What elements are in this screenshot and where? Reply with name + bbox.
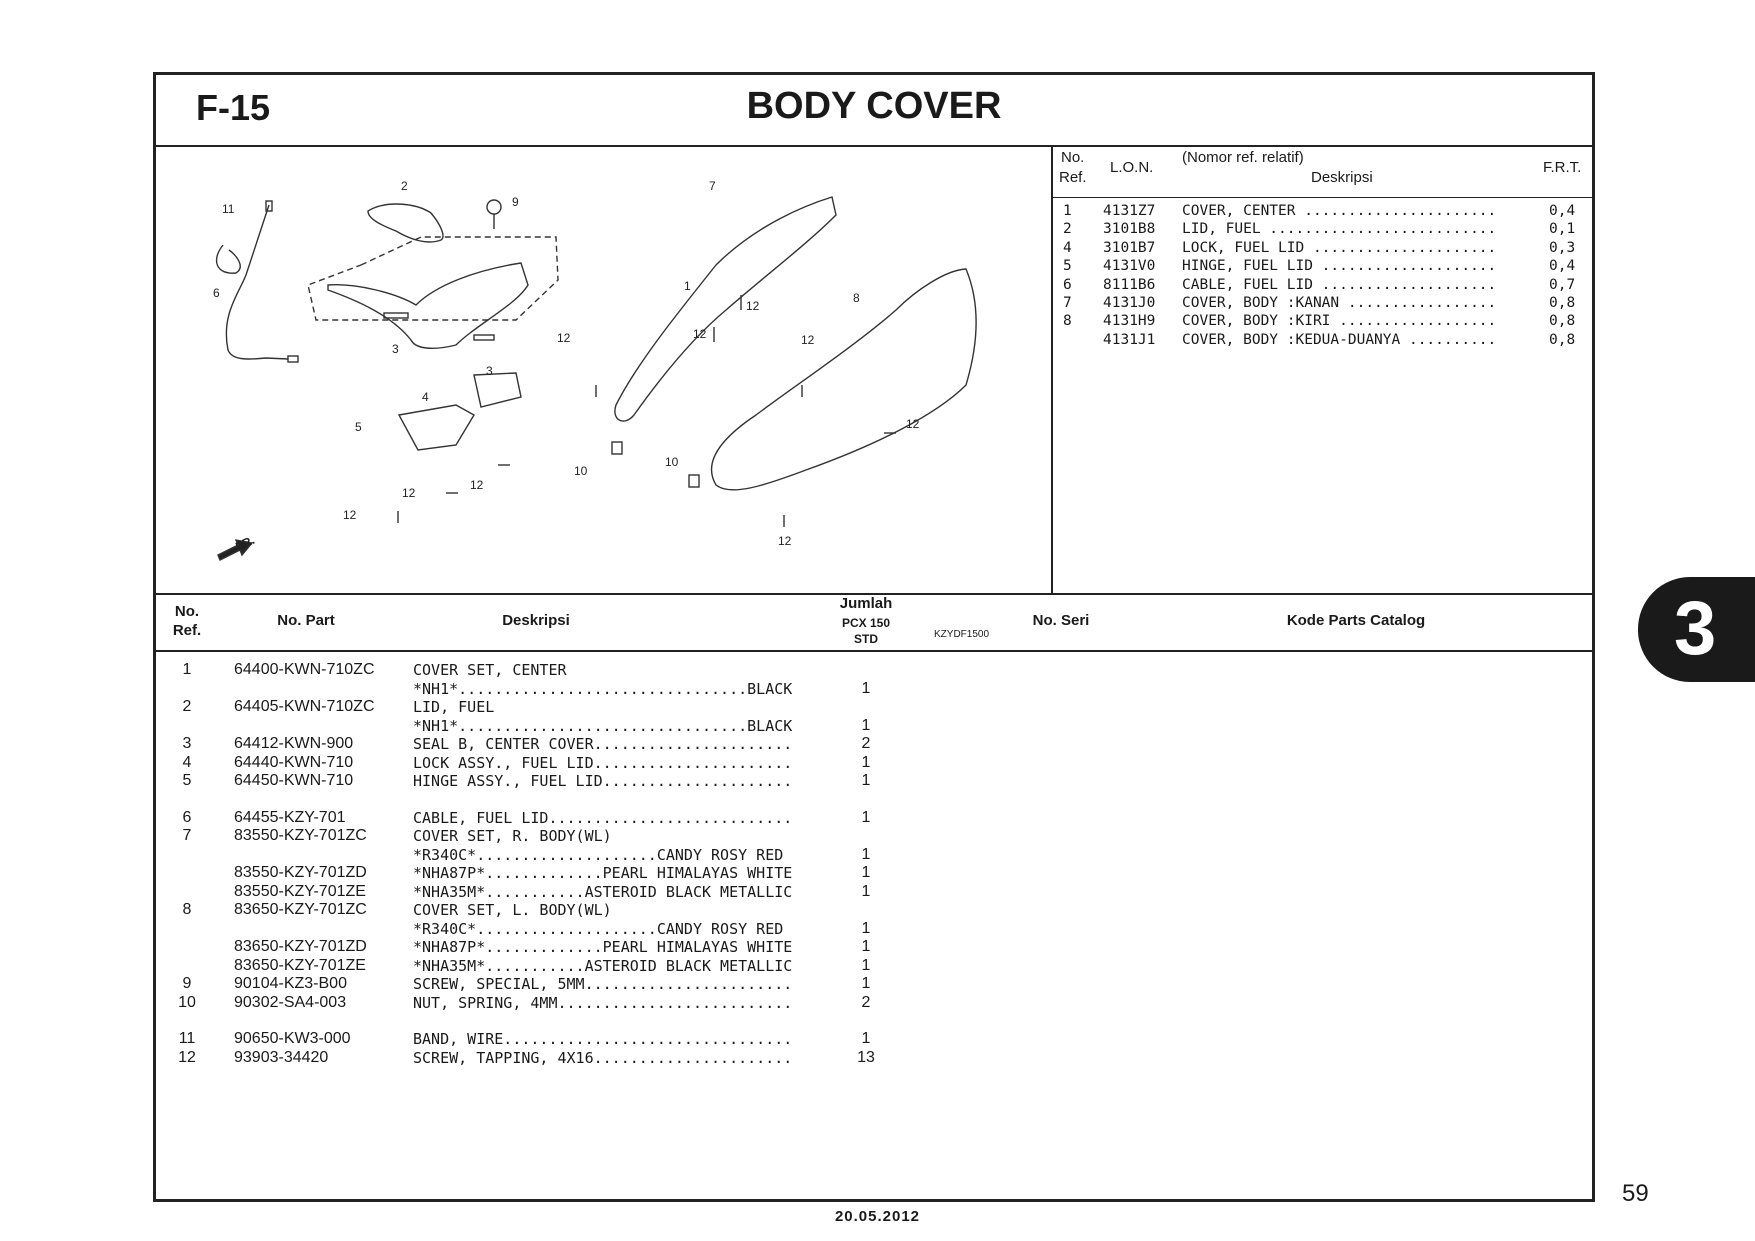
parts-part: 64400-KWN-710ZC (234, 661, 375, 678)
svg-text:6: 6 (213, 286, 220, 300)
parts-row (156, 772, 1592, 791)
svg-text:12: 12 (778, 534, 792, 548)
parts-part: 64440-KWN-710 (234, 753, 354, 771)
parts-desc: HINGE ASSY., FUEL LID..................... (413, 772, 793, 790)
parts-desc: SCREW, SPECIAL, 5MM....................... (413, 975, 793, 993)
svg-text:11: 11 (222, 202, 235, 216)
chapter-tab (1638, 577, 1755, 682)
svg-text:3: 3 (486, 364, 493, 378)
parts-part: 83650-KZY-701ZC (234, 901, 367, 918)
parts-part: 93903-34420 (234, 1048, 329, 1066)
parts-part: 83650-KZY-701ZD (234, 938, 367, 955)
section-code: F-15 (196, 87, 271, 128)
publication-date: 20.05.2012 (834, 1208, 921, 1225)
svg-text:12: 12 (693, 327, 707, 341)
parts-row (156, 920, 1592, 939)
parts-qty: 1 (861, 753, 871, 771)
parts-row (156, 846, 1592, 865)
spring-nut-a (612, 442, 622, 454)
lon-frt: 0,3 (1549, 239, 1576, 256)
parts-ref: 10 (178, 993, 196, 1011)
svg-text:12: 12 (746, 299, 760, 313)
parts-row (156, 680, 1592, 699)
lon-row (1053, 221, 1592, 239)
lon-row (1053, 313, 1592, 331)
lon-ref: 4 (1063, 239, 1072, 256)
parts-part: 64412-KWN-900 (234, 735, 354, 752)
parts-table-header: No. Ref. No. Part Deskripsi Jumlah PCX 150 STD No. Seri Kode Parts Catalog (156, 593, 1592, 652)
parts-qty: 1 (861, 919, 871, 937)
parts-qty: 2 (861, 735, 871, 752)
page-number: 59 (1622, 1180, 1649, 1207)
parts-qty: 1 (861, 975, 871, 992)
parts-qty: 1 (861, 1030, 871, 1047)
parts-row (156, 735, 1592, 754)
parts-row (156, 754, 1592, 773)
parts-ref: 7 (182, 827, 192, 844)
cable-end-bottom (288, 356, 298, 362)
lon-ref: 5 (1063, 258, 1072, 275)
svg-text:12: 12 (402, 486, 416, 500)
parts-part: 83550-KZY-701ZC (234, 827, 367, 844)
page-header (156, 75, 1592, 147)
svg-text:3: 3 (392, 342, 399, 356)
parts-qty: 1 (861, 864, 871, 881)
lon-frt: 0,8 (1549, 313, 1576, 330)
catalog-frame (153, 72, 1595, 1202)
parts-ref: 2 (182, 698, 192, 715)
parts-part: 64405-KWN-710ZC (234, 698, 375, 715)
lon-ref: 6 (1063, 276, 1072, 293)
fuel-lid-hinge-shape (399, 405, 474, 450)
parts-desc: CABLE, FUEL LID........................... (413, 808, 793, 827)
lon-lon: 4131J1 (1103, 331, 1156, 348)
svg-text:8: 8 (853, 291, 860, 305)
lon-frt: 0,1 (1549, 221, 1576, 238)
lon-ref: 7 (1063, 294, 1072, 311)
cable-shape (226, 205, 288, 359)
parts-part: 83650-KZY-701ZE (234, 956, 366, 974)
parts-row (156, 698, 1592, 717)
figure-code: KZYDF1500 (934, 629, 990, 640)
lon-lon: 4131H9 (1103, 313, 1156, 330)
tapping-screws (398, 295, 896, 527)
parts-qty: 1 (861, 679, 871, 697)
parts-desc: *NHA87P*.............PEARL HIMALAYAS WHITE (413, 864, 793, 882)
seal-right (474, 335, 494, 340)
parts-part: 90104-KZ3-B00 (234, 975, 347, 992)
lon-ref: 8 (1063, 313, 1072, 330)
fuel-lid-shape (368, 204, 443, 242)
lon-desc: CABLE, FUEL LID .................... (1182, 276, 1497, 293)
lon-row (1053, 203, 1592, 221)
svg-text:2: 2 (401, 179, 408, 193)
parts-ref: 9 (182, 975, 192, 992)
parts-qty: 13 (857, 1048, 875, 1066)
lon-lon: 3101B7 (1103, 239, 1156, 256)
parts-row (156, 864, 1592, 883)
parts-row (156, 1030, 1592, 1049)
svg-text:10: 10 (574, 464, 588, 478)
parts-desc: BAND, WIRE................................ (413, 1030, 793, 1048)
parts-row (156, 957, 1592, 976)
parts-ref: 11 (178, 1030, 196, 1047)
lon-lon: 8111B6 (1103, 276, 1156, 293)
lon-desc: COVER, BODY :KIRI .................. (1182, 313, 1497, 330)
svg-text:12: 12 (906, 417, 920, 431)
parts-desc: LOCK ASSY., FUEL LID...................... (413, 753, 793, 772)
svg-text:12: 12 (470, 478, 484, 492)
center-cover-shape (328, 263, 528, 348)
parts-part: 64455-KZY-701 (234, 808, 346, 826)
parts-qty: 1 (861, 808, 871, 826)
parts-row (156, 1049, 1592, 1068)
lon-table-header: No. Ref. L.O.N. (Nomor ref. relatif) Deskripsi F.R.T. (1053, 145, 1592, 198)
lon-frt: 0,8 (1549, 294, 1576, 311)
parts-qty: 1 (861, 845, 871, 863)
parts-ref: 12 (178, 1048, 196, 1066)
lon-row (1053, 295, 1592, 313)
right-body-cover-shape (615, 197, 836, 421)
lon-lon: 4131V0 (1103, 258, 1156, 275)
lon-row (1053, 277, 1592, 295)
parts-part: 64450-KWN-710 (234, 772, 354, 789)
lon-lon: 4131Z7 (1103, 203, 1156, 219)
chapter-number: 3 (1674, 586, 1717, 671)
lon-row (1053, 258, 1592, 276)
parts-part: 90650-KW3-000 (234, 1030, 351, 1047)
parts-ref: 4 (182, 753, 192, 771)
seal-left (384, 313, 408, 318)
parts-desc: SCREW, TAPPING, 4X16...................... (413, 1048, 793, 1067)
parts-qty: 1 (861, 882, 871, 900)
parts-desc: COVER SET, L. BODY(WL) (413, 901, 612, 919)
parts-desc: LID, FUEL (413, 698, 495, 716)
screw-special-head (487, 200, 501, 214)
parts-desc: *NHA35M*...........ASTEROID BLACK METALLIC (413, 882, 793, 901)
parts-desc: *NHA35M*...........ASTEROID BLACK METALLIC (413, 956, 793, 975)
lon-frt: 0,8 (1549, 331, 1576, 348)
parts-desc: *R340C*....................CANDY ROSY RED (413, 845, 784, 864)
lon-desc: LOCK, FUEL LID ..................... (1182, 239, 1497, 256)
svg-text:FR.: FR. (233, 532, 257, 554)
lon-table (1053, 145, 1592, 593)
section-title: BODY COVER (746, 85, 1002, 127)
svg-text:12: 12 (801, 333, 815, 347)
parts-qty: 1 (861, 716, 871, 734)
parts-desc: NUT, SPRING, 4MM.......................... (413, 993, 793, 1012)
svg-text:12: 12 (557, 331, 571, 345)
parts-row (156, 827, 1592, 846)
parts-desc: *NH1*................................BLACK (413, 679, 793, 698)
lon-desc: LID, FUEL .......................... (1182, 221, 1497, 238)
parts-row (156, 938, 1592, 957)
parts-qty: 2 (861, 993, 871, 1011)
svg-text:4: 4 (422, 390, 429, 404)
lon-ref: 1 (1063, 203, 1072, 219)
lon-table-body (1053, 203, 1592, 350)
svg-text:1: 1 (684, 279, 691, 293)
fuel-lid-lock-shape (474, 373, 521, 407)
parts-desc: *NHA87P*.............PEARL HIMALAYAS WHITE (413, 938, 793, 956)
parts-desc: *NH1*................................BLACK (413, 716, 793, 735)
parts-qty: 1 (861, 772, 871, 789)
parts-part: 83550-KZY-701ZE (234, 882, 366, 900)
parts-part: 90302-SA4-003 (234, 993, 347, 1011)
lon-lon: 3101B8 (1103, 221, 1156, 238)
parts-qty: 1 (861, 956, 871, 974)
parts-desc: *R340C*....................CANDY ROSY RED (413, 919, 784, 938)
parts-part: 83550-KZY-701ZD (234, 864, 367, 881)
lon-desc: HINGE, FUEL LID .................... (1182, 258, 1497, 275)
spring-nut-b (689, 475, 699, 487)
svg-text:5: 5 (355, 420, 362, 434)
parts-table-body (156, 661, 1592, 1067)
svg-text:12: 12 (343, 508, 357, 522)
parts-row (156, 901, 1592, 920)
band-wire-shape (217, 245, 241, 273)
parts-row (156, 883, 1592, 902)
lon-frt: 0,7 (1549, 276, 1576, 293)
lon-frt: 0,4 (1549, 203, 1576, 219)
svg-text:7: 7 (709, 179, 716, 193)
lon-desc: COVER, BODY :KEDUA-DUANYA .......... (1182, 331, 1497, 348)
parts-ref: 5 (182, 772, 192, 789)
lon-row (1053, 332, 1592, 350)
parts-illustration (156, 145, 1049, 593)
parts-desc: COVER SET, CENTER (413, 661, 567, 679)
parts-row (156, 975, 1592, 994)
parts-desc: COVER SET, R. BODY(WL) (413, 827, 612, 845)
parts-ref: 6 (182, 808, 192, 826)
lon-frt: 0,4 (1549, 258, 1576, 275)
lon-desc: COVER, CENTER ...................... (1182, 203, 1497, 219)
lon-ref: 2 (1063, 221, 1072, 238)
lon-row (1053, 240, 1592, 258)
parts-desc: SEAL B, CENTER COVER...................... (413, 735, 793, 753)
parts-row (156, 994, 1592, 1013)
lon-lon: 4131J0 (1103, 294, 1156, 311)
parts-qty: 1 (861, 938, 871, 955)
assembly-box (308, 237, 558, 320)
svg-text:10: 10 (665, 455, 679, 469)
svg-text:9: 9 (512, 195, 519, 209)
parts-ref: 8 (182, 901, 192, 918)
parts-row (156, 661, 1592, 680)
parts-ref: 1 (182, 661, 192, 678)
lon-desc: COVER, BODY :KANAN ................. (1182, 294, 1497, 311)
parts-row (156, 717, 1592, 736)
parts-row (156, 809, 1592, 828)
parts-ref: 3 (182, 735, 192, 752)
